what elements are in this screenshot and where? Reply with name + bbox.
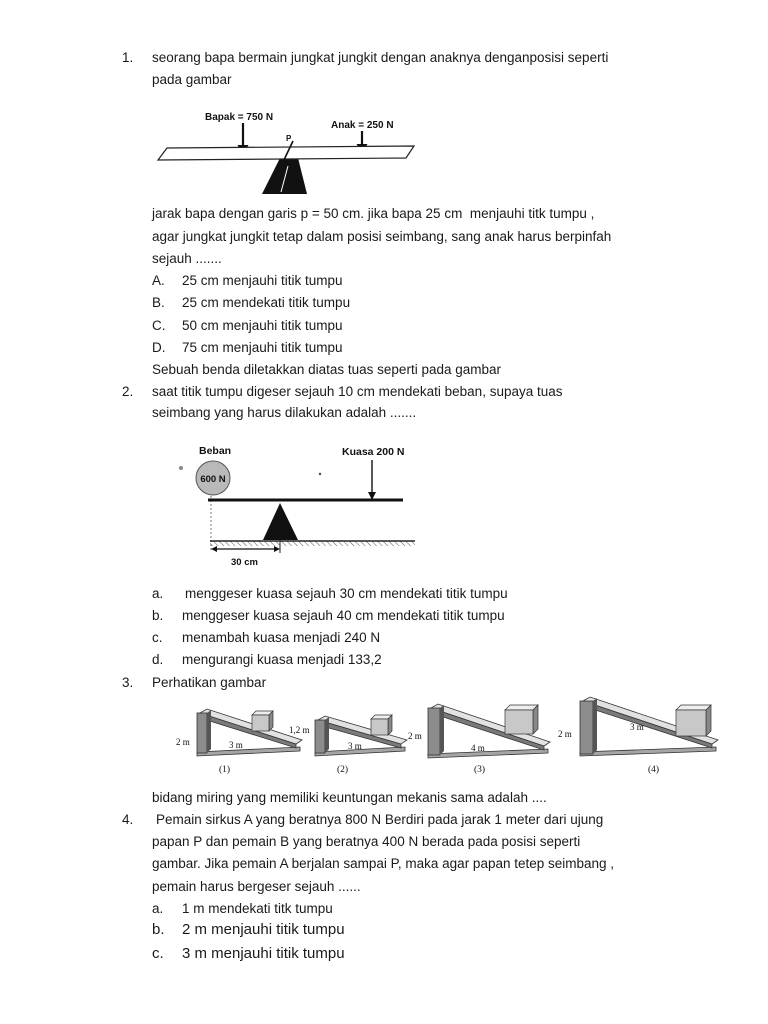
plane-support bbox=[428, 708, 440, 755]
plane-support-side bbox=[440, 705, 444, 755]
plane-caption: (2) bbox=[337, 765, 349, 775]
block-side bbox=[269, 711, 273, 731]
option-letter: C. bbox=[152, 318, 166, 333]
lever-fulcrum bbox=[263, 503, 298, 540]
plane-support bbox=[197, 713, 207, 753]
plane-height-label: 2 m bbox=[176, 737, 190, 747]
child-weight-label: Anak = 250 N bbox=[331, 120, 394, 131]
question-stem-line: papan P dan pemain B yang beratnya 400 N berada pada posisi seperti bbox=[152, 834, 581, 849]
load-title: Beban bbox=[199, 445, 232, 457]
plane-support bbox=[580, 701, 593, 754]
block-front bbox=[252, 715, 269, 731]
pivot-label: P bbox=[286, 134, 292, 143]
plane-base bbox=[580, 747, 716, 756]
plane-length-label: 3 m bbox=[348, 741, 362, 751]
option-letter: c. bbox=[152, 630, 163, 645]
option-text: mengurangi kuasa menjadi 133,2 bbox=[182, 652, 382, 667]
question-body-line: agar jungkat jungkit tetap dalam posisi seimbang, sang anak harus berpinfah bbox=[152, 229, 612, 244]
question-body-line: jarak bapa dengan garis p = 50 cm. jika bapa 25 cm menjauhi titk tumpu , bbox=[152, 206, 595, 221]
effort-label: Kuasa 200 N bbox=[342, 446, 405, 458]
question-stem-line: Pemain sirkus A yang beratnya 800 N Berdiri pada jarak 1 meter dari ujung bbox=[156, 812, 604, 827]
option-text: 1 m mendekati titk tumpu bbox=[182, 901, 333, 916]
question-stem-line: pemain harus bergeser sejauh ...... bbox=[152, 879, 361, 894]
question-prompt: bidang miring yang memiliki keuntungan mekanis sama adalah .... bbox=[152, 790, 547, 805]
question-number: 2. bbox=[122, 384, 134, 399]
inclined-plane-1 bbox=[176, 709, 302, 775]
seesaw-plank bbox=[158, 146, 414, 160]
option-text: menggeser kuasa sejauh 30 cm mendekati titik tumpu bbox=[185, 586, 508, 601]
option-letter: D. bbox=[152, 340, 166, 355]
question-stem: Perhatikan gambar bbox=[152, 675, 267, 690]
plane-height-label: 2 m bbox=[558, 729, 572, 739]
block-front bbox=[505, 710, 533, 734]
plane-support bbox=[315, 720, 325, 753]
stray-dot bbox=[179, 466, 183, 470]
question-stem-line: gambar. Jika pemain A berjalan sampai P, maka agar papan tetep seimbang , bbox=[152, 856, 615, 871]
question-stem-line: seorang bapa bermain jungkat jungkit dengan anaknya denganposisi seperti bbox=[152, 50, 609, 65]
plane-length-label: 4 m bbox=[471, 743, 485, 753]
option-text: 25 cm mendekati titik tumpu bbox=[182, 295, 351, 310]
option-letter: b. bbox=[152, 608, 164, 623]
option-letter: c. bbox=[152, 945, 164, 962]
plane-length-label: 3 m bbox=[630, 722, 644, 732]
plane-caption: (3) bbox=[474, 765, 486, 775]
stray-dot bbox=[319, 473, 321, 475]
plane-support-side bbox=[207, 710, 211, 753]
option-letter: d. bbox=[152, 652, 164, 667]
load-value: 600 N bbox=[200, 474, 226, 485]
block-top bbox=[676, 705, 711, 710]
inclined-planes-figure bbox=[170, 695, 725, 780]
question-intro: Sebuah benda diletakkan diatas tuas seperti pada gambar bbox=[152, 362, 501, 377]
block-top bbox=[505, 705, 538, 710]
block-side bbox=[706, 705, 711, 736]
question-stem-line: saat titik tumpu digeser sejauh 10 cm mendekati beban, supaya tuas bbox=[152, 384, 563, 399]
option-text: 75 cm menjauhi titik tumpu bbox=[182, 340, 343, 355]
ramp-surface bbox=[318, 716, 407, 744]
question-body-line: sejauh ....... bbox=[152, 251, 222, 266]
option-text: 3 m menjauhi titik tumpu bbox=[182, 945, 345, 962]
option-text: 2 m menjauhi titik tumpu bbox=[182, 921, 345, 938]
father-weight-label: Bapak = 750 N bbox=[205, 112, 274, 123]
distance-label: 30 cm bbox=[231, 557, 258, 568]
ramp-side bbox=[200, 713, 296, 748]
plane-base bbox=[428, 749, 548, 758]
block-side bbox=[533, 705, 538, 734]
lever-figure bbox=[170, 430, 420, 575]
inclined-plane-4 bbox=[558, 697, 718, 775]
plane-length-label: 3 m bbox=[229, 740, 243, 750]
block-front bbox=[676, 710, 706, 736]
question-stem-line: seimbang yang harus dilakukan adalah ....... bbox=[152, 405, 417, 420]
option-letter: b. bbox=[152, 921, 165, 938]
plane-height-label: 2 m bbox=[408, 731, 422, 741]
dimension-arrow-right-icon bbox=[274, 546, 280, 552]
plane-base bbox=[197, 747, 300, 756]
block-side bbox=[388, 715, 392, 735]
option-letter: B. bbox=[152, 295, 165, 310]
block-front bbox=[371, 719, 388, 735]
option-text: 25 cm menjauhi titik tumpu bbox=[182, 273, 343, 288]
question-stem-line: pada gambar bbox=[152, 72, 232, 87]
option-letter: a. bbox=[152, 586, 164, 601]
question-number: 3. bbox=[122, 675, 134, 690]
plane-support-side bbox=[593, 698, 597, 754]
option-letter: A. bbox=[152, 273, 165, 288]
plane-caption: (1) bbox=[219, 765, 231, 775]
plane-caption: (4) bbox=[648, 765, 660, 775]
seesaw-figure bbox=[150, 100, 420, 200]
inclined-plane-2 bbox=[289, 715, 407, 775]
ramp-surface bbox=[200, 709, 302, 744]
question-number: 1. bbox=[122, 50, 134, 65]
option-text: menggeser kuasa sejauh 40 cm mendekati titik tumpu bbox=[182, 608, 505, 623]
question-number: 4. bbox=[122, 812, 134, 827]
option-letter: a. bbox=[152, 901, 164, 916]
option-text: 50 cm menjauhi titik tumpu bbox=[182, 318, 343, 333]
inclined-plane-3 bbox=[408, 704, 550, 775]
plane-height-label: 1,2 m bbox=[289, 725, 310, 735]
option-text: menambah kuasa menjadi 240 N bbox=[182, 630, 381, 645]
plane-support-side bbox=[325, 717, 329, 753]
dimension-arrow-left-icon bbox=[211, 546, 217, 552]
